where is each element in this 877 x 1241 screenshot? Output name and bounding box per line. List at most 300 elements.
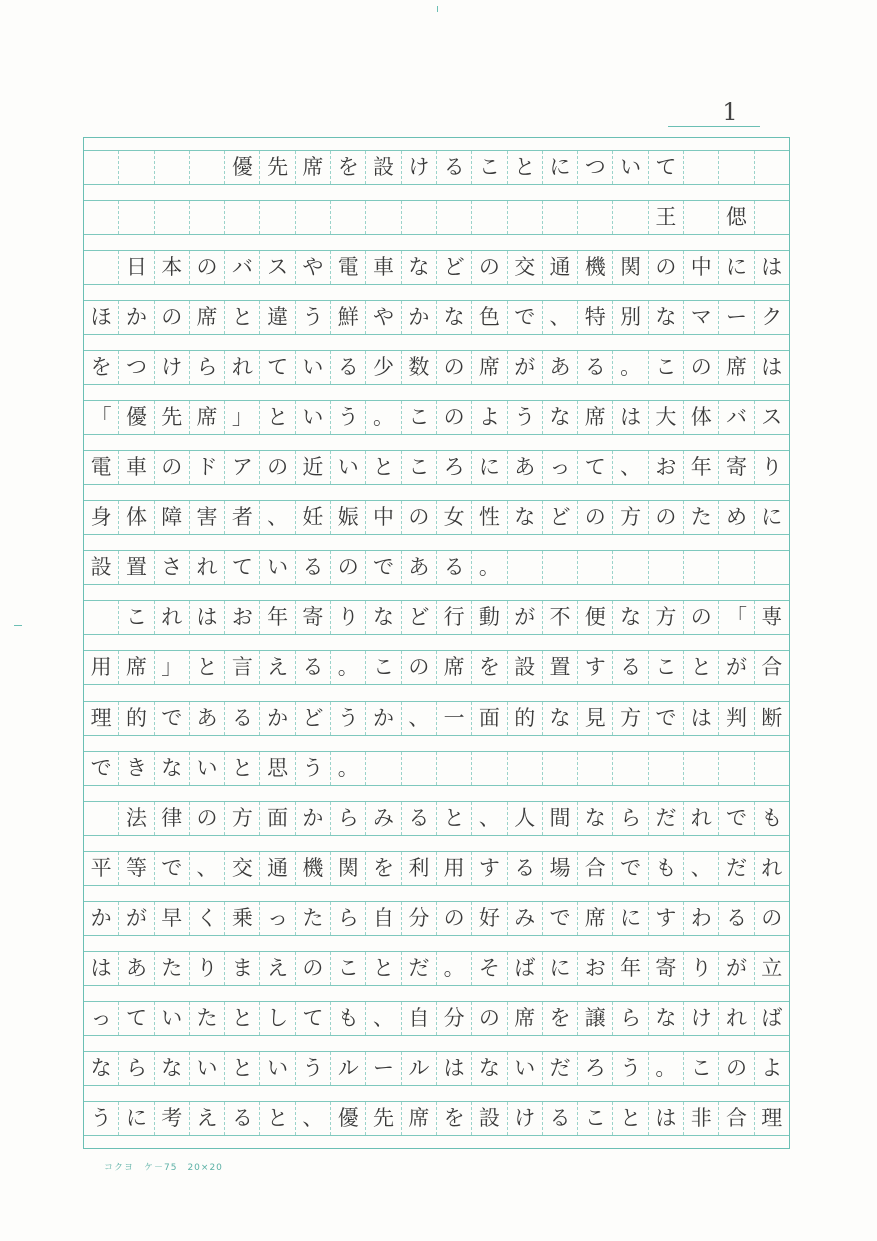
grid-cell: 関 <box>613 251 648 284</box>
grid-cell: す <box>472 852 507 885</box>
page-number: 1 <box>722 98 738 126</box>
grid-cell: バ <box>225 251 260 284</box>
grid-cell: て <box>296 1002 331 1035</box>
grid-cell <box>508 201 543 234</box>
grid-cell: 先 <box>366 1102 401 1135</box>
grid-cell: 席 <box>402 1102 437 1135</box>
grid-cell: 別 <box>613 301 648 334</box>
grid-cell: う <box>613 1052 648 1085</box>
grid-cell: 合 <box>761 655 783 680</box>
grid-cell <box>84 251 119 284</box>
grid-cell: っ <box>84 1002 119 1035</box>
grid-cell: 数 <box>402 351 437 384</box>
grid-cell <box>578 551 613 584</box>
grid-cell: 色 <box>472 301 507 334</box>
grid-cell: 置 <box>543 651 578 684</box>
grid-cell: を <box>366 852 401 885</box>
grid-cell: な <box>543 702 578 735</box>
margin-tick-left <box>14 625 22 626</box>
grid-cell: 」 <box>225 401 260 434</box>
grid-cell <box>684 551 719 584</box>
grid-cell: お <box>225 601 260 634</box>
grid-cell: だ <box>649 802 684 835</box>
grid-cell: に <box>719 251 754 284</box>
grid-cell: う <box>84 1102 119 1135</box>
grid-cell: 方 <box>613 501 648 534</box>
grid-cell: ろ <box>437 451 472 484</box>
grid-cell: 機 <box>296 852 331 885</box>
grid-cell: ど <box>402 601 437 634</box>
grid-cell <box>155 201 190 234</box>
grid-cell: 設 <box>472 1102 507 1135</box>
grid-cell: も <box>649 852 684 885</box>
grid-cell: で <box>84 752 119 785</box>
grid-cell <box>684 151 719 184</box>
grid-cell: く <box>190 902 225 935</box>
grid-cell: に <box>543 151 578 184</box>
grid-cell: る <box>578 351 613 384</box>
grid-cell: ほ <box>84 301 119 334</box>
grid-cell: い <box>508 1052 543 1085</box>
grid-cell: れ <box>684 802 719 835</box>
grid-cell: 交 <box>225 852 260 885</box>
grid-cell: を <box>472 651 507 684</box>
grid-cell <box>719 752 754 785</box>
grid-cell: る <box>296 551 331 584</box>
grid-cell: 間 <box>543 802 578 835</box>
grid-cell: 分 <box>402 902 437 935</box>
grid-cell: れ <box>225 351 260 384</box>
grid-cell: 、 <box>402 702 437 735</box>
grid-cell: な <box>578 802 613 835</box>
grid-cell: は <box>761 255 783 280</box>
grid-cell: は <box>684 702 719 735</box>
grid-cell: 年 <box>260 601 295 634</box>
grid-cell: と <box>225 752 260 785</box>
grid-cell: る <box>296 651 331 684</box>
grid-row <box>84 1101 789 1136</box>
grid-cell: 優 <box>225 151 260 184</box>
grid-cell: 、 <box>543 301 578 334</box>
grid-cell: で <box>366 551 401 584</box>
grid-cell: 、 <box>472 802 507 835</box>
grid-cell: 本 <box>155 251 190 284</box>
grid-cell: は <box>613 401 648 434</box>
grid-cell: 鮮 <box>331 301 366 334</box>
grid-cell: 身 <box>84 501 119 534</box>
grid-cell: や <box>296 251 331 284</box>
grid-cell: 機 <box>578 251 613 284</box>
grid-cell: う <box>296 301 331 334</box>
manuscript-grid <box>83 137 790 1149</box>
margin-tick-top <box>437 6 438 12</box>
grid-cell: 的 <box>119 702 154 735</box>
grid-cell: だ <box>719 852 754 885</box>
grid-cell: か <box>84 902 119 935</box>
grid-cell: そ <box>472 952 507 985</box>
grid-cell: い <box>296 401 331 434</box>
grid-cell: る <box>543 1102 578 1135</box>
grid-cell <box>366 201 401 234</box>
grid-cell: こ <box>684 1052 719 1085</box>
grid-cell: め <box>719 501 754 534</box>
grid-cell: 先 <box>260 151 295 184</box>
grid-cell: 、 <box>296 1102 331 1135</box>
grid-cell: 判 <box>719 702 754 735</box>
grid-cell: と <box>684 651 719 684</box>
grid-cell: 。 <box>649 1052 684 1085</box>
grid-cell: た <box>190 1002 225 1035</box>
grid-cell: 合 <box>719 1102 754 1135</box>
grid-cell: と <box>260 401 295 434</box>
grid-row <box>84 200 789 235</box>
grid-row <box>84 500 789 535</box>
grid-cell: こ <box>366 651 401 684</box>
grid-cell: の <box>472 1002 507 1035</box>
grid-cell: 席 <box>578 902 613 935</box>
grid-cell: れ <box>190 551 225 584</box>
grid-cell: 体 <box>119 501 154 534</box>
grid-cell: て <box>225 551 260 584</box>
grid-cell: 寄 <box>296 601 331 634</box>
grid-cell: ま <box>225 952 260 985</box>
grid-row <box>84 250 789 285</box>
grid-cell: 女 <box>437 501 472 534</box>
grid-cell: に <box>543 952 578 985</box>
grid-cell: が <box>119 902 154 935</box>
grid-cell: ら <box>613 1002 648 1035</box>
grid-cell: 。 <box>437 952 472 985</box>
grid-cell <box>472 752 507 785</box>
grid-cell <box>755 151 789 184</box>
grid-cell: の <box>578 501 613 534</box>
grid-cell: あ <box>190 702 225 735</box>
grid-cell: 理 <box>761 1105 783 1130</box>
grid-cell <box>225 201 260 234</box>
grid-row <box>84 851 789 886</box>
grid-cell: れ <box>155 601 190 634</box>
grid-cell: 面 <box>260 802 295 835</box>
grid-cell: こ <box>402 451 437 484</box>
grid-cell: み <box>508 902 543 935</box>
grid-cell: で <box>508 301 543 334</box>
grid-cell: い <box>260 551 295 584</box>
grid-row <box>84 650 789 685</box>
grid-cell: な <box>649 301 684 334</box>
grid-row <box>84 1051 789 1086</box>
grid-cell: ら <box>331 902 366 935</box>
grid-cell: ら <box>119 1052 154 1085</box>
grid-cell: 違 <box>260 301 295 334</box>
grid-cell: と <box>508 151 543 184</box>
grid-cell: ば <box>508 952 543 985</box>
grid-cell: か <box>260 702 295 735</box>
grid-row <box>84 751 789 786</box>
grid-cell: 、 <box>684 852 719 885</box>
grid-cell: 「 <box>84 401 119 434</box>
grid-cell: や <box>366 301 401 334</box>
grid-cell: 面 <box>472 702 507 735</box>
grid-cell: す <box>649 902 684 935</box>
grid-cell: り <box>331 601 366 634</box>
grid-cell: ば <box>761 1005 783 1030</box>
grid-cell: な <box>155 1052 190 1085</box>
grid-cell <box>755 201 789 234</box>
grid-cell <box>543 201 578 234</box>
grid-cell: も <box>761 805 783 830</box>
grid-cell: 害 <box>190 501 225 534</box>
grid-cell: な <box>613 601 648 634</box>
grid-cell: 的 <box>508 702 543 735</box>
grid-cell: ス <box>761 405 783 430</box>
grid-cell: ど <box>437 251 472 284</box>
grid-cell: あ <box>119 952 154 985</box>
grid-cell <box>84 601 119 634</box>
grid-cell: 分 <box>437 1002 472 1035</box>
grid-cell: 見 <box>578 702 613 735</box>
grid-cell: い <box>190 752 225 785</box>
grid-cell: 性 <box>472 501 507 534</box>
grid-cell: 。 <box>366 401 401 434</box>
grid-cell: な <box>508 501 543 534</box>
grid-cell: か <box>119 301 154 334</box>
grid-cell <box>543 752 578 785</box>
grid-cell: の <box>331 551 366 584</box>
grid-cell: 等 <box>119 852 154 885</box>
grid-cell <box>296 201 331 234</box>
grid-cell: に <box>761 505 783 530</box>
grid-cell <box>543 551 578 584</box>
grid-cell <box>755 752 789 785</box>
grid-cell: こ <box>402 401 437 434</box>
grid-cell: た <box>296 902 331 935</box>
grid-cell: 設 <box>84 551 119 584</box>
grid-cell: と <box>613 1102 648 1135</box>
grid-cell: 者 <box>225 501 260 534</box>
grid-cell: を <box>543 1002 578 1035</box>
grid-cell: ら <box>613 802 648 835</box>
grid-cell: こ <box>472 151 507 184</box>
grid-cell: 言 <box>225 651 260 684</box>
grid-cell: 方 <box>649 601 684 634</box>
grid-cell: 利 <box>402 852 437 885</box>
grid-cell: 用 <box>84 651 119 684</box>
grid-cell: 一 <box>437 702 472 735</box>
grid-cell: な <box>366 601 401 634</box>
grid-cell: ら <box>190 351 225 384</box>
grid-row <box>84 350 789 385</box>
grid-cell: 早 <box>155 902 190 935</box>
grid-cell: き <box>119 752 154 785</box>
grid-cell: る <box>225 1102 260 1135</box>
grid-cell: こ <box>119 601 154 634</box>
grid-cell: 。 <box>472 551 507 584</box>
grid-cell: が <box>719 952 754 985</box>
grid-cell: で <box>543 902 578 935</box>
grid-cell: 律 <box>155 802 190 835</box>
grid-cell: 理 <box>84 702 119 735</box>
grid-cell: け <box>508 1102 543 1135</box>
grid-cell <box>155 151 190 184</box>
grid-cell: の <box>761 905 783 930</box>
grid-cell: る <box>225 702 260 735</box>
grid-cell: に <box>472 451 507 484</box>
grid-cell: さ <box>155 551 190 584</box>
grid-cell: よ <box>761 1055 783 1080</box>
grid-cell: 便 <box>578 601 613 634</box>
grid-cell: バ <box>719 401 754 434</box>
grid-cell: い <box>155 1002 190 1035</box>
grid-cell: 交 <box>508 251 543 284</box>
grid-row <box>84 400 789 435</box>
grid-cell: る <box>437 151 472 184</box>
grid-cell: の <box>472 251 507 284</box>
grid-cell: る <box>508 852 543 885</box>
grid-cell: と <box>225 1052 260 1085</box>
grid-cell: 合 <box>578 852 613 885</box>
grid-row <box>84 801 789 836</box>
grid-cell: み <box>366 802 401 835</box>
grid-cell: 。 <box>331 651 366 684</box>
grid-cell: 年 <box>613 952 648 985</box>
grid-cell: の <box>155 451 190 484</box>
grid-cell: の <box>684 601 719 634</box>
grid-cell: う <box>296 752 331 785</box>
grid-cell: 譲 <box>578 1002 613 1035</box>
grid-cell: し <box>260 1002 295 1035</box>
grid-cell: 用 <box>437 852 472 885</box>
grid-row <box>84 600 789 635</box>
grid-cell: ル <box>402 1052 437 1085</box>
grid-cell: 寄 <box>719 451 754 484</box>
grid-cell: 少 <box>366 351 401 384</box>
grid-cell: 優 <box>331 1102 366 1135</box>
grid-cell: 置 <box>119 551 154 584</box>
grid-cell: 席 <box>190 401 225 434</box>
grid-row <box>84 1001 789 1036</box>
grid-cell: 行 <box>437 601 472 634</box>
grid-cell: 乗 <box>225 902 260 935</box>
grid-cell: 。 <box>613 351 648 384</box>
grid-cell: う <box>508 401 543 434</box>
grid-cell <box>472 201 507 234</box>
grid-cell: ど <box>543 501 578 534</box>
grid-cell: 寄 <box>649 952 684 985</box>
grid-cell: な <box>402 251 437 284</box>
grid-row <box>84 951 789 986</box>
grid-cell: え <box>260 651 295 684</box>
grid-cell: が <box>719 651 754 684</box>
grid-cell: 設 <box>508 651 543 684</box>
grid-cell: 近 <box>296 451 331 484</box>
grid-cell: 年 <box>684 451 719 484</box>
grid-cell: 断 <box>761 705 783 730</box>
grid-cell: 席 <box>296 151 331 184</box>
grid-cell: ー <box>719 301 754 334</box>
grid-cell <box>84 201 119 234</box>
grid-cell: 法 <box>119 802 154 835</box>
grid-cell: だ <box>543 1052 578 1085</box>
grid-cell: 中 <box>684 251 719 284</box>
grid-cell: 「 <box>719 601 754 634</box>
grid-cell: の <box>190 251 225 284</box>
grid-cell: で <box>155 702 190 735</box>
grid-cell: つ <box>578 151 613 184</box>
page-number-underline <box>668 126 760 127</box>
grid-cell: ク <box>761 305 783 330</box>
grid-cell: あ <box>543 351 578 384</box>
grid-cell: 車 <box>119 451 154 484</box>
grid-cell: ル <box>331 1052 366 1085</box>
grid-cell <box>260 201 295 234</box>
grid-cell: ー <box>366 1052 401 1085</box>
grid-row <box>84 550 789 585</box>
grid-cell: と <box>437 802 472 835</box>
grid-cell: は <box>649 1102 684 1135</box>
grid-cell: す <box>578 651 613 684</box>
grid-cell: 電 <box>331 251 366 284</box>
grid-cell: ら <box>331 802 366 835</box>
footer-brand: コクヨ ケ－75 20×20 <box>104 1163 223 1173</box>
grid-cell: の <box>719 1052 754 1085</box>
grid-cell: 自 <box>402 1002 437 1035</box>
grid-cell: か <box>296 802 331 835</box>
grid-cell: で <box>155 852 190 885</box>
grid-cell <box>649 551 684 584</box>
grid-cell: 設 <box>366 151 401 184</box>
grid-cell <box>331 201 366 234</box>
grid-cell <box>649 752 684 785</box>
grid-cell <box>613 752 648 785</box>
grid-cell <box>755 551 789 584</box>
grid-cell: い <box>190 1052 225 1085</box>
grid-cell: 席 <box>190 301 225 334</box>
grid-cell: は <box>190 601 225 634</box>
grid-cell: ど <box>296 702 331 735</box>
grid-cell: う <box>331 401 366 434</box>
grid-cell: こ <box>649 351 684 384</box>
grid-cell: て <box>260 351 295 384</box>
grid-cell: マ <box>684 301 719 334</box>
grid-cell <box>613 201 648 234</box>
grid-cell: れ <box>761 855 783 880</box>
grid-cell: の <box>437 902 472 935</box>
grid-cell: 体 <box>684 401 719 434</box>
grid-cell: に <box>119 1102 154 1135</box>
grid-cell <box>508 752 543 785</box>
grid-cell <box>437 201 472 234</box>
grid-cell <box>578 752 613 785</box>
grid-cell: 席 <box>472 351 507 384</box>
grid-cell: る <box>331 351 366 384</box>
grid-cell: は <box>84 952 119 985</box>
grid-cell: い <box>296 351 331 384</box>
grid-cell: て <box>649 151 684 184</box>
grid-cell <box>719 551 754 584</box>
grid-cell: 好 <box>472 902 507 935</box>
grid-cell: お <box>578 952 613 985</box>
grid-cell <box>119 201 154 234</box>
grid-cell: 席 <box>508 1002 543 1035</box>
grid-cell: か <box>402 301 437 334</box>
grid-cell: 方 <box>225 802 260 835</box>
grid-cell: と <box>366 952 401 985</box>
grid-cell: け <box>155 351 190 384</box>
grid-cell: よ <box>472 401 507 434</box>
grid-cell: い <box>260 1052 295 1085</box>
grid-cell: で <box>649 702 684 735</box>
grid-cell: の <box>649 501 684 534</box>
